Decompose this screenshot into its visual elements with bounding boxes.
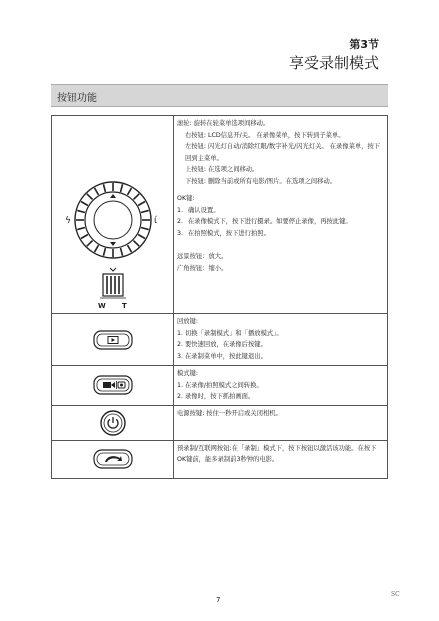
zoom-lever-icon[interactable] [96, 266, 130, 310]
language-code: SC [391, 591, 400, 598]
table-row [52, 116, 388, 314]
playback-illustration-cell [52, 314, 174, 366]
table-row [52, 314, 388, 366]
flash-icon: ϟ [64, 216, 71, 226]
up-button-description: 上按钮: 在选项之间移动。 [185, 166, 259, 173]
dial-intro: 滚轮: 旋转在轮菜单选项间移动。 [177, 120, 270, 127]
power-illustration-cell [52, 405, 174, 440]
right-button-description: 右按钮: LCD信息开/关。 在录像菜单，按下转到子菜单。 [185, 131, 345, 139]
list-item: 2. 录像时，按下抓拍画面。 [177, 393, 255, 400]
chapter-title: 享受录制模式 [288, 54, 379, 72]
mode-description-cell [174, 366, 388, 406]
list-item: 1. 在录像/拍照模式之间转换。 [177, 381, 263, 389]
mode-illustration-cell [52, 366, 174, 406]
table-row [52, 440, 388, 478]
prerecord-illustration-cell [52, 440, 174, 478]
table-row [52, 405, 388, 440]
list-item: 1. 切换「录制模式」和「播放模式」。 [177, 329, 283, 337]
list-item: 2. 要快速回放，在录像后按键。 [177, 341, 267, 348]
down-button-description: 下按钮: 删除当前或所有电影/图片。在选项之间移动。 [185, 177, 337, 185]
playback-description-cell [174, 314, 388, 366]
table-row [52, 366, 388, 406]
playback-key-title: 回放键: [177, 318, 199, 325]
ok-key-title: OK键: [177, 195, 195, 202]
power-button-icon[interactable] [100, 410, 126, 436]
section-header [51, 84, 388, 107]
info-icon: ί [153, 216, 157, 226]
zoom-tele-description: 远景按钮：放大。 [177, 253, 228, 260]
mode-button-icon[interactable] [93, 375, 133, 395]
power-key-description: 电源按键: 按住一秒开启或关闭相机。 [177, 409, 282, 417]
page-number: 7 [216, 596, 221, 604]
list-item: 3. 在录制菜单中，按此键退出。 [177, 352, 267, 360]
dial-description-cell [174, 116, 388, 314]
zoom-tele-label: T [121, 302, 127, 310]
list-item: 2. 在录像模式下，按下进行摄录。如要停止录像，再按此键。 [177, 218, 352, 225]
mode-key-title: 模式键: [177, 370, 199, 377]
chapter-label: 第3节 [349, 38, 379, 51]
section-title: 按钮功能 [57, 93, 97, 104]
zoom-wide-description: 广角按钮：缩小。 [177, 264, 228, 272]
zoom-wide-label: W [97, 302, 106, 310]
prerecord-button-icon[interactable] [93, 449, 133, 469]
dial-illustration-cell [52, 116, 174, 314]
prerecord-key-description: 预录制/互联网按钮:在「录制」模式下，按下按钮以激活该功能。在按下OK键前，能多录制前3秒钟的电影。 [177, 444, 377, 463]
ok-button[interactable] [94, 201, 132, 239]
list-item: 3. 在拍照模式，按下进行拍照。 [177, 229, 270, 237]
playback-button-icon[interactable] [93, 330, 133, 350]
power-description-cell [174, 405, 388, 440]
prerecord-description-cell [174, 440, 388, 478]
button-function-table [51, 115, 388, 479]
list-item: 1. 确认设置。 [177, 206, 220, 214]
left-button-description: 左按钮: 闪光灯自动/消除红眼/数字补光/闪光灯关。 在录像菜单，按下回到主菜单。 [185, 143, 381, 162]
control-dial-icon [63, 170, 163, 270]
